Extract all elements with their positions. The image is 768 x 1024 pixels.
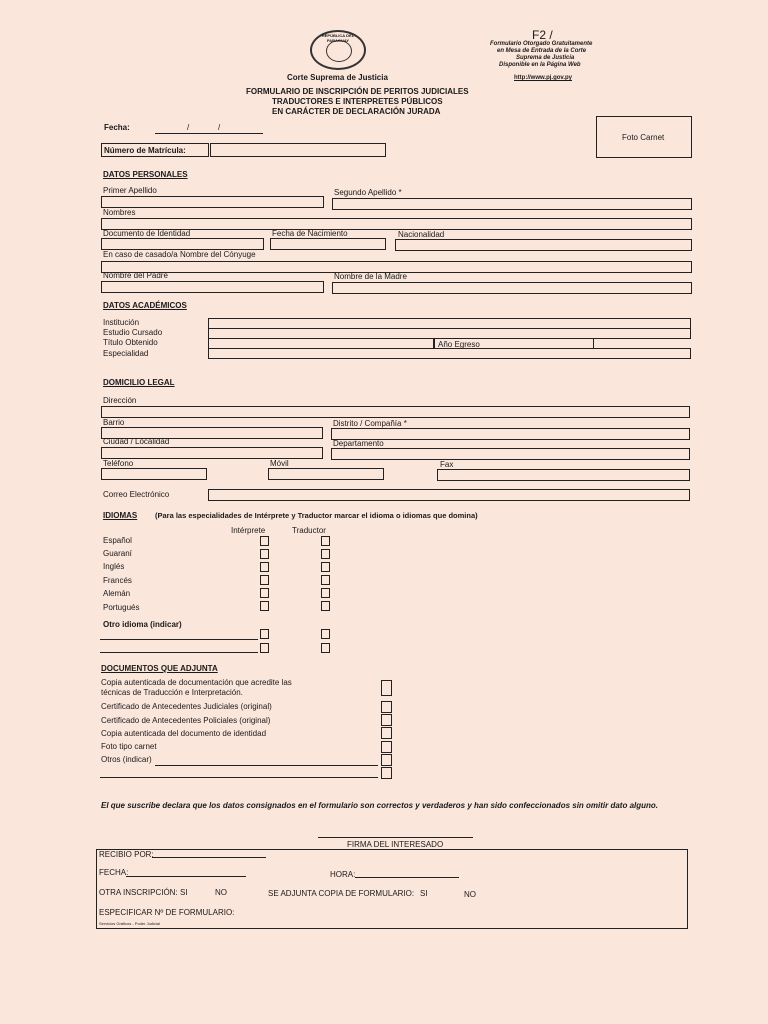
- col-traductor: Traductor: [292, 526, 326, 535]
- checkbox-traductor-portugues[interactable]: [321, 601, 330, 611]
- checkbox-doc-tecnicas[interactable]: [381, 680, 392, 696]
- photo-label: Foto Carnet: [622, 133, 665, 142]
- otra-si[interactable]: SI: [180, 888, 188, 897]
- court-name: Corte Suprema de Justicia: [287, 73, 388, 82]
- checkbox-traductor-espanol[interactable]: [321, 536, 330, 546]
- seal-text: REPÚBLICA DEL PARAGUAY: [321, 33, 355, 43]
- idioma-aleman: Alemán: [103, 589, 131, 598]
- correo-field[interactable]: [208, 489, 690, 501]
- nombres-label: Nombres: [103, 208, 136, 217]
- otra-no[interactable]: NO: [215, 888, 227, 897]
- idiomas-note: (Para las especialidades de Intérprete y Traductor marcar el idioma o idiomas que domina): [155, 511, 478, 520]
- office-fecha-line[interactable]: [126, 876, 246, 877]
- fecha-nac-label: Fecha de Nacimiento: [272, 229, 348, 238]
- checkbox-doc-policiales[interactable]: [381, 714, 392, 726]
- barrio-label: Barrio: [103, 418, 125, 427]
- checkbox-traductor-ingles[interactable]: [321, 562, 330, 572]
- checkbox-traductor-aleman[interactable]: [321, 588, 330, 598]
- doc-item-tecnicas-2: técnicas de Traducción e Interpretación.: [101, 688, 243, 697]
- distrito-label: Distrito / Compañía *: [333, 419, 407, 428]
- fecha-nac-field[interactable]: [270, 238, 386, 250]
- doc-item-foto: Foto tipo carnet: [101, 742, 157, 751]
- declaration-text: El que suscribe declara que los datos consignados en el formulario son correctos y verdaderos y han sido confeccionados sin omitir dato alguno.: [101, 801, 659, 810]
- note-line-2: en Mesa de Entrada de la Corte: [497, 48, 587, 54]
- primer-apellido-field[interactable]: [101, 196, 324, 208]
- otro-idioma-line-1[interactable]: [100, 639, 258, 640]
- footer-credit: Servicios Gráficos - Poder Judicial: [99, 921, 160, 926]
- checkbox-doc-otros-2[interactable]: [381, 767, 392, 779]
- doc-item-judiciales: Certificado de Antecedentes Judiciales (original): [101, 702, 272, 711]
- idioma-ingles: Inglés: [103, 562, 125, 571]
- matricula-label: Número de Matrícula:: [104, 146, 186, 155]
- checkbox-traductor-guarani[interactable]: [321, 549, 330, 559]
- signature-line[interactable]: [318, 837, 473, 838]
- note-line-3: Suprema de Justicia: [516, 55, 575, 61]
- documento-field[interactable]: [101, 238, 264, 250]
- checkbox-interprete-espanol[interactable]: [260, 536, 269, 546]
- adjunta-label: SE ADJUNTA COPIA DE FORMULARIO:: [268, 889, 415, 898]
- otro-idioma-label: Otro idioma (indicar): [103, 620, 182, 629]
- segundo-apellido-field[interactable]: [332, 198, 692, 210]
- idioma-espanol: Español: [103, 536, 132, 545]
- telefono-label: Teléfono: [103, 459, 134, 468]
- checkbox-doc-otros-1[interactable]: [381, 754, 392, 766]
- checkbox-interprete-guarani[interactable]: [260, 549, 269, 559]
- primer-apellido-label: Primer Apellido: [103, 186, 157, 195]
- madre-label: Nombre de la Madre: [334, 272, 407, 281]
- checkbox-interprete-aleman[interactable]: [260, 588, 269, 598]
- padre-label: Nombre del Padre: [103, 271, 168, 280]
- recibio-line[interactable]: [152, 857, 266, 858]
- idioma-frances: Francés: [103, 576, 132, 585]
- checkbox-interprete-ingles[interactable]: [260, 562, 269, 572]
- estudio-label: Estudio Cursado: [103, 328, 163, 337]
- personales-heading: DATOS PERSONALES: [103, 170, 188, 179]
- idiomas-heading: IDIOMAS: [103, 511, 138, 520]
- especialidad-field[interactable]: [208, 348, 691, 359]
- academicos-heading: DATOS ACADÉMICOS: [103, 301, 187, 310]
- checkbox-traductor-otro-2[interactable]: [321, 643, 330, 653]
- ciudad-label: Ciudad / Localidad: [103, 437, 170, 446]
- doc-item-tecnicas-1: Copia autenticada de documentación que acredite las: [101, 678, 292, 687]
- documentos-heading: DOCUMENTOS QUE ADJUNTA: [101, 664, 218, 673]
- egreso-label: Año Egreso: [438, 340, 480, 349]
- doc-item-identidad: Copia autenticada del documento de identidad: [101, 729, 267, 738]
- checkbox-doc-identidad[interactable]: [381, 727, 392, 739]
- matricula-field[interactable]: [210, 143, 386, 157]
- direccion-field[interactable]: [101, 406, 690, 418]
- domicilio-heading: DOMICILIO LEGAL: [103, 378, 175, 387]
- form-title-2: TRADUCTORES E INTERPRETES PÚBLICOS: [272, 97, 443, 106]
- direccion-label: Dirección: [103, 396, 137, 405]
- note-line-4: Disponible en la Página Web: [499, 62, 581, 68]
- checkbox-doc-judiciales[interactable]: [381, 701, 392, 713]
- col-interprete: Intérprete: [231, 526, 266, 535]
- adjunta-si[interactable]: SI: [420, 889, 428, 898]
- fecha-label: Fecha:: [104, 123, 130, 132]
- documento-label: Documento de Identidad: [103, 229, 191, 238]
- movil-label: Móvil: [270, 459, 289, 468]
- court-seal: [310, 30, 366, 70]
- nacionalidad-label: Nacionalidad: [398, 230, 445, 239]
- checkbox-interprete-otro-2[interactable]: [260, 643, 269, 653]
- especialidad-label: Especialidad: [103, 349, 149, 358]
- madre-field[interactable]: [332, 282, 692, 294]
- office-fecha-label: FECHA:: [99, 868, 129, 877]
- adjunta-no[interactable]: NO: [464, 890, 476, 899]
- form-title-3: EN CARÁCTER DE DECLARACIÓN JURADA: [272, 107, 441, 116]
- note-line-1: Formulario Otorgado Gratuitamente: [490, 41, 593, 47]
- departamento-field[interactable]: [331, 448, 690, 460]
- idioma-guarani: Guaraní: [103, 549, 132, 558]
- form-title-1: FORMULARIO DE INSCRIPCIÓN DE PERITOS JUDICIALES: [246, 87, 469, 96]
- hora-label: HORA:: [330, 870, 356, 879]
- padre-field[interactable]: [101, 281, 324, 293]
- titulo-label: Título Obtenido: [103, 338, 158, 347]
- especificar-label: ESPECIFICAR Nº DE FORMULARIO:: [99, 908, 235, 917]
- checkbox-doc-foto[interactable]: [381, 741, 392, 753]
- form-code: F2 /: [532, 28, 553, 42]
- idioma-portugues: Portugués: [103, 603, 140, 612]
- movil-field[interactable]: [268, 468, 384, 480]
- otros-line-1[interactable]: [155, 765, 378, 766]
- fax-field[interactable]: [437, 469, 690, 481]
- checkbox-traductor-frances[interactable]: [321, 575, 330, 585]
- recibio-label: RECIBIO POR:: [99, 850, 154, 859]
- nacionalidad-field[interactable]: [395, 239, 692, 251]
- otro-idioma-line-2[interactable]: [100, 652, 258, 653]
- otros-line-2[interactable]: [100, 777, 378, 778]
- fax-label: Fax: [440, 460, 454, 469]
- date-sep-2: /: [218, 123, 221, 132]
- fecha-line[interactable]: [155, 133, 263, 134]
- segundo-apellido-label: Segundo Apellido *: [334, 188, 402, 197]
- doc-item-policiales: Certificado de Antecedentes Policiales (original): [101, 716, 271, 725]
- institucion-label: Institución: [103, 318, 140, 327]
- departamento-label: Departamento: [333, 439, 384, 448]
- ciudad-field[interactable]: [101, 447, 323, 459]
- telefono-field[interactable]: [101, 468, 207, 480]
- signature-label: FIRMA DEL INTERESADO: [347, 840, 444, 849]
- date-sep-1: /: [187, 123, 190, 132]
- conyuge-label: En caso de casado/a Nombre del Cónyuge: [103, 250, 256, 259]
- otra-inscripcion-label: OTRA INSCRIPCIÓN:: [99, 888, 178, 897]
- checkbox-interprete-portugues[interactable]: [260, 601, 269, 611]
- checkbox-interprete-frances[interactable]: [260, 575, 269, 585]
- hora-line[interactable]: [355, 877, 459, 878]
- distrito-field[interactable]: [331, 428, 690, 440]
- correo-label: Correo Electrónico: [103, 490, 170, 499]
- checkbox-interprete-otro-1[interactable]: [260, 629, 269, 639]
- doc-item-otros: Otros (indicar): [101, 755, 152, 764]
- checkbox-traductor-otro-1[interactable]: [321, 629, 330, 639]
- website-link[interactable]: http://www.pj.gov.py: [514, 75, 572, 81]
